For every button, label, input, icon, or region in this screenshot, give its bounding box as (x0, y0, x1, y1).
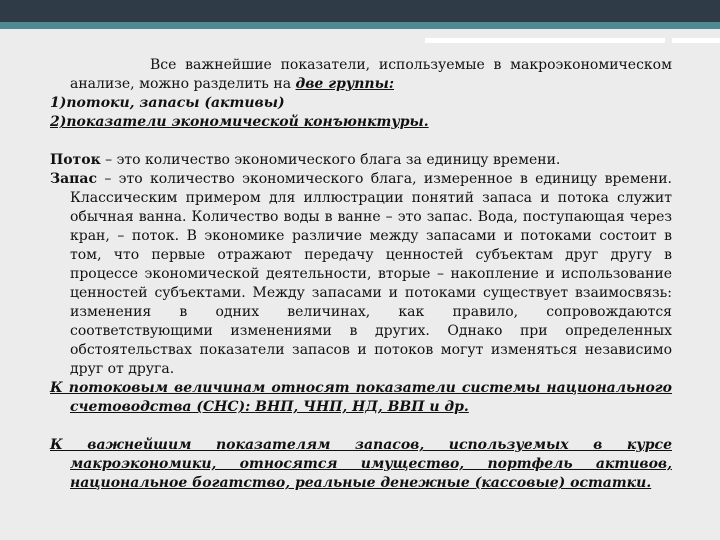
intro-text: Все важнейшие показатели, используемые в макроэкономическом анализе, можно разделить на (70, 57, 672, 92)
intro-emphasis: две группы: (295, 76, 395, 92)
stock-def: – это количество экономического блага, измеренное в единицу времени. Классическим примером для иллюстрации понятий запаса и потока служит обычная ванна. Количество воды в ванне – это запас. Вода, поступающая через кран, – поток. В экономике различие между запасами и потоками состоит в том, что первые отражают передачу ценностей субъектам друг другу в процессе экономической деятельности, вторые – накопление и использование ценностей субъектами. Между запасами и потоками существует взаимосвязь: изменения в одних величинах, как правило, сопровождаются соответствующими изменениями в других. Однако при определенных обстоятельствах показатели запасов и потоков могут изменяться независимо друг от друга. (70, 171, 672, 377)
decorative-line-left (425, 38, 665, 43)
intro-paragraph (50, 56, 672, 94)
top-accent-stripe (0, 22, 720, 29)
stock-definition (50, 170, 672, 379)
decorative-line-right (672, 38, 720, 43)
group-2: 2)показатели экономической конъюнктуры. (50, 114, 429, 130)
stock-indicators: К важнейшим показателям запасов, используемых в курсе макроэкономики, относятся имущество, портфель активов, национальное богатство, реальные денежные (кассовые) остатки. (50, 437, 672, 491)
top-title-bar (0, 0, 720, 22)
flow-term: Поток (50, 152, 101, 168)
group-1: 1)потоки, запасы (активы) (50, 95, 285, 111)
flow-def: – это количество экономического блага за единицу времени. (100, 152, 561, 168)
flow-indicators-list: ВНП, ЧНП, НД, ВВП и др. (255, 399, 469, 415)
stock-term: Запас (50, 171, 98, 187)
flow-indicators (50, 379, 672, 417)
flow-indicators-text: К потоковым величинам относят показатели системы национального счетоводства (СНС): (50, 380, 672, 415)
flow-definition (50, 151, 672, 170)
slide-body (50, 56, 672, 493)
